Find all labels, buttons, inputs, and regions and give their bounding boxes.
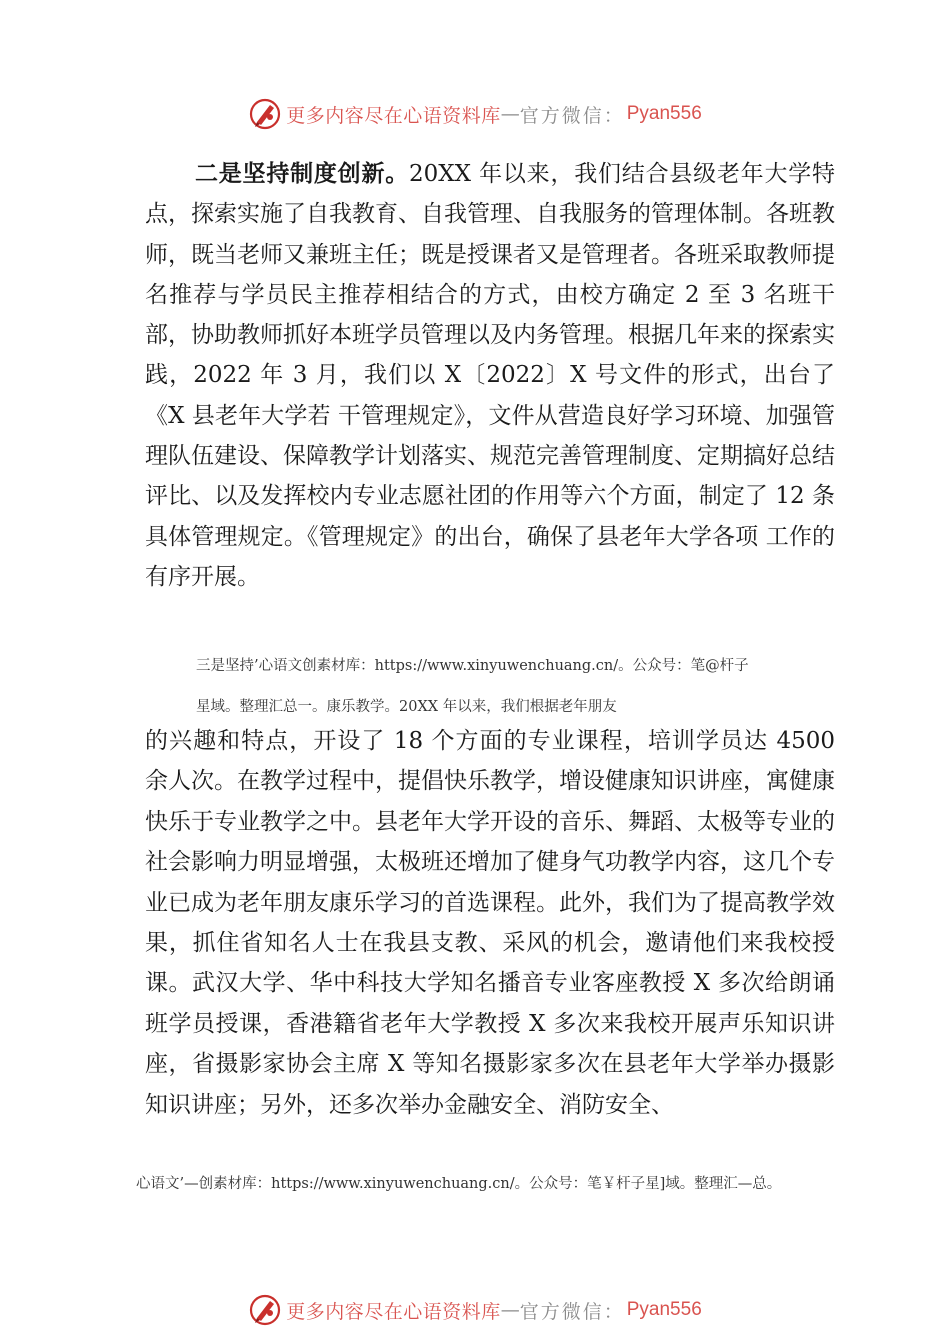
pen-logo-icon bbox=[248, 97, 282, 131]
pen-logo-icon bbox=[248, 1293, 282, 1327]
footer-watermark-note: 心语文’—创素材库：https://www.xinyuwenchuang.cn/。公众号：笔￥杆子星]域。整理汇—总。 bbox=[136, 1176, 782, 1192]
paragraph-lead: 二是坚持制度创新。 bbox=[195, 161, 410, 187]
banner-wechat-label: 官方微信： bbox=[519, 104, 625, 127]
banner-library-text: 更多内容尽在心语资料库 bbox=[286, 104, 501, 127]
document-body-top bbox=[145, 154, 835, 597]
banner-library-text: 更多内容尽在心语资料库 bbox=[286, 1300, 501, 1323]
footer-banner bbox=[0, 1290, 950, 1330]
paragraph-leisure-teaching: 的兴趣和特点，开设了 18 个方面的专业课程，培训学员达 4500 余人次。在教学过程中，提倡快乐教学，增设健康知识讲座，寓健康快乐于专业教学之中。县老年大学开设的音乐、舞蹈、太极等专业的社会影响力明显增强，太极班还增加了健身气功教学内容，这几个专业已成为老年朋友康乐学习的首选课程。此外，我们为了提高教学效果，抓住省知名人士在我县支教、采风的机会，邀请他们来我校授课。武汉大学、华中科技大学知名播音专业客座教授 X 多次给朗诵班学员授课，香港籍省老年大学教授 X 多次来我校开展声乐知识讲座，省摄影家协会主席 X 等知名摄影家多次在县老年大学举办摄影知识讲座；另外，还多次举办金融安全、消防安全、 bbox=[145, 728, 835, 1118]
banner-separator: — bbox=[500, 1299, 520, 1321]
banner-separator: — bbox=[500, 103, 520, 125]
watermark-note-line-1: 三是坚持’心语文创素材库：https://www.xinyuwenchuang.cn/。公众号：笔@杆子 bbox=[196, 658, 749, 674]
document-body-bottom bbox=[145, 721, 835, 1125]
header-banner bbox=[0, 94, 950, 134]
paragraph-system-innovation bbox=[145, 154, 835, 597]
banner-wechat-id: Pyan556 bbox=[626, 103, 702, 124]
banner-wechat-label: 官方微信： bbox=[519, 1300, 625, 1323]
banner-wechat-id: Pyan556 bbox=[626, 1299, 702, 1320]
watermark-note-line-2: 星域。整理汇总一。康乐教学。20XX 年以来，我们根据老年朋友 bbox=[196, 699, 617, 715]
paragraph-text: 20XX 年以来，我们结合县级老年大学特点，探索实施了自我教育、自我管理、自我服务的管理体制。各班教师，既当老师又兼班主任；既是授课者又是管理者。各班采取教师提名推荐与学员民主推荐相结合的方式，由校方确定 2 至 3 名班干部，协助教师抓好本班学员管理以及内务管理。根据几年来的探索实践，2022 年 3 月，我们以 X〔2022〕X 号文件的形式，出台了《X 县老年大学若 干管理规定》，文件从营造良好学习环境、加强管理队伍建设、保障教学计划落实、规范完善管理制度、定期搞好总结评比、以及发挥校内专业志愿社团的作用等六个方面，制定了 12 条具体管理规定。《管理规定》的出台，确保了县老年大学各项 工作的有序开展。 bbox=[145, 161, 836, 590]
